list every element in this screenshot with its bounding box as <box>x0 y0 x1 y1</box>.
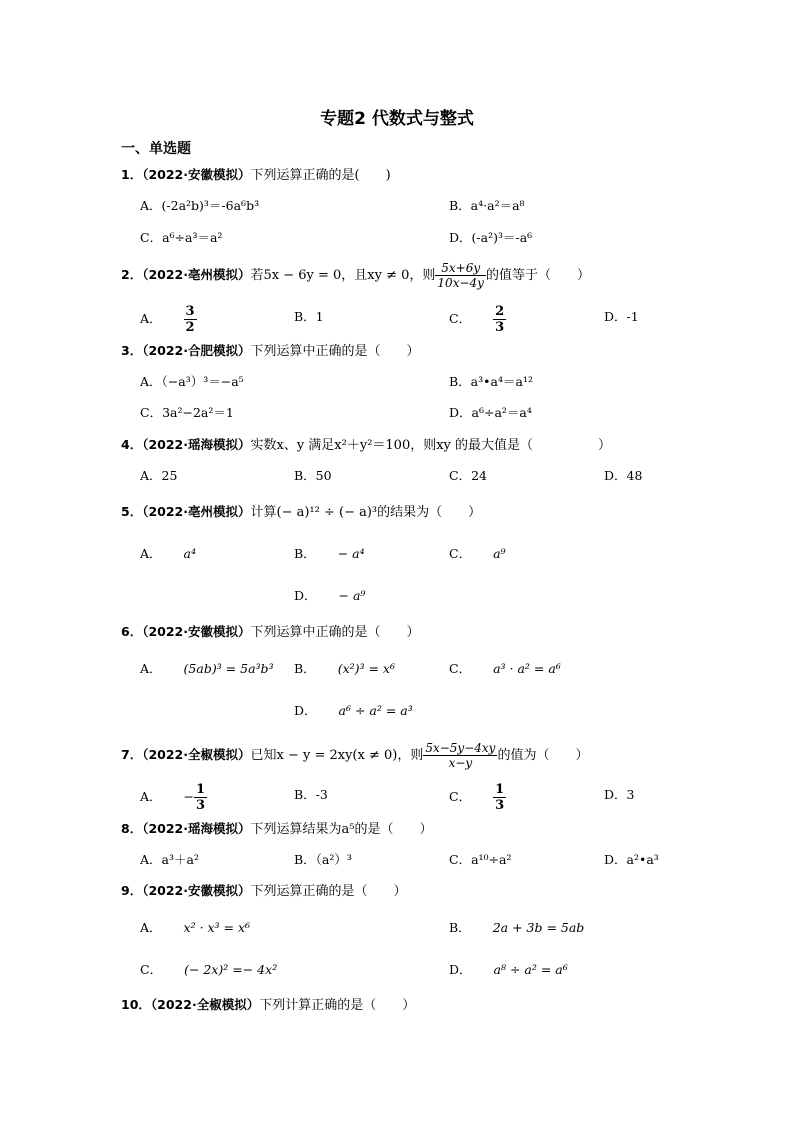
question-7 <box>121 742 588 769</box>
option-b[interactable]: B． (x²)³ = x⁶ <box>294 661 395 676</box>
question-text: 下列运算中正确的是（ ） <box>250 344 420 359</box>
question-number: 6． <box>121 624 143 639</box>
question-text: 已知x − y = 2xy(x ≠ 0)，则 <box>250 748 424 763</box>
question-5 <box>121 503 481 522</box>
option-d[interactable]: D． − a⁹ <box>294 588 366 603</box>
option-b[interactable]: B．50 <box>294 468 332 483</box>
option-b[interactable]: B．1 <box>294 309 324 324</box>
question-source: （2022·亳州模拟） <box>142 504 251 519</box>
question-source: （2022·全椒模拟） <box>150 997 260 1012</box>
question-source: （2022·全椒模拟） <box>142 747 251 762</box>
question-number: 7． <box>121 747 143 762</box>
option-c[interactable]: C．24 <box>449 468 487 483</box>
fraction: $\frac{1}{3}$ <box>196 782 206 813</box>
fraction: $\frac{3}{2}$ <box>185 304 195 335</box>
document-title: 专题2 代数式与整式 <box>320 109 474 129</box>
question-text: 下列运算正确的是（ ） <box>250 884 407 899</box>
option-b[interactable]: B．a³•a⁴＝a¹² <box>449 374 533 389</box>
question-source: （2022·瑶海模拟） <box>142 437 251 452</box>
option-d[interactable]: D．3 <box>604 787 635 802</box>
question-source: （2022·安徽模拟） <box>142 624 251 639</box>
option-c[interactable]: C．a¹⁰÷a² <box>449 852 512 867</box>
question-text-end: 的值等于（ ） <box>485 268 590 283</box>
question-number: 3． <box>121 343 143 358</box>
question-text: 下列运算中正确的是（ ） <box>250 625 420 640</box>
question-number: 9． <box>121 883 143 898</box>
question-text-end: 的值为（ ） <box>497 748 589 763</box>
question-source: （2022·合肥模拟） <box>142 343 251 358</box>
question-text: 下列运算正确的是( ) <box>250 168 391 183</box>
option-c[interactable]: C． $\frac{1}{3}$ <box>449 782 505 813</box>
option-a[interactable]: A． a⁴ <box>140 546 196 561</box>
option-d[interactable]: D．48 <box>604 468 643 483</box>
option-b[interactable]: B．-3 <box>294 787 328 802</box>
question-source: （2022·瑶海模拟） <box>142 821 251 836</box>
option-d[interactable]: D．a⁶÷a²＝a⁴ <box>449 405 532 420</box>
option-d[interactable]: D．(-a²)³＝-a⁶ <box>449 230 533 245</box>
question-2 <box>121 262 590 289</box>
option-c[interactable]: C．3a²−2a²＝1 <box>140 405 234 420</box>
option-c[interactable]: C． a³ · a² = a⁶ <box>449 661 561 676</box>
option-b[interactable]: B． 2a + 3b = 5ab <box>449 920 585 935</box>
option-b[interactable]: B．a⁴·a²＝a⁸ <box>449 198 525 213</box>
option-c[interactable]: C．a⁶÷a³＝a² <box>140 230 223 245</box>
section-heading: 一、单选题 <box>121 141 191 157</box>
question-9 <box>121 882 407 901</box>
option-d[interactable]: D．-1 <box>604 309 639 324</box>
question-text: 实数x、y 满足x²＋y²＝100，则xy 的最大值是（ ） <box>250 438 612 453</box>
question-3 <box>121 342 420 361</box>
option-d[interactable]: D．a²•a³ <box>604 852 659 867</box>
option-a[interactable]: A． − $\frac{1}{3}$ <box>140 782 206 813</box>
question-number: 5． <box>121 504 143 519</box>
question-text: 计算(− a)¹² ÷ (− a)³的结果为（ ） <box>250 505 482 520</box>
fraction: $\frac{1}{3}$ <box>495 782 505 813</box>
question-source: （2022·安徽模拟） <box>142 167 251 182</box>
option-a[interactable]: A．a³＋a² <box>140 852 199 867</box>
option-c[interactable]: C． a⁹ <box>449 546 506 561</box>
question-text: 下列计算正确的是（ ） <box>259 998 416 1013</box>
option-c[interactable]: C． (− 2x)² =− 4x² <box>140 962 278 977</box>
question-number: 1． <box>121 167 143 182</box>
question-fraction: $\frac{5x+6y}{10x-4y}$ <box>437 261 484 290</box>
question-10 <box>121 996 415 1015</box>
question-number: 4． <box>121 437 143 452</box>
option-a[interactable]: A． $\frac{3}{2}$ <box>140 304 195 335</box>
option-d[interactable]: D． a⁸ ÷ a² = a⁶ <box>449 962 568 977</box>
question-source: （2022·亳州模拟） <box>142 267 251 282</box>
option-d[interactable]: D． a⁶ ÷ a² = a³ <box>294 703 413 718</box>
option-a[interactable]: A． x² · x³ = x⁶ <box>140 920 251 935</box>
question-number: 8． <box>121 821 143 836</box>
question-1 <box>121 166 391 185</box>
option-c[interactable]: C． $\frac{2}{3}$ <box>449 304 505 335</box>
question-number: 10． <box>121 997 151 1012</box>
option-b[interactable]: B． − a⁴ <box>294 546 365 561</box>
option-a[interactable]: A． (5ab)³ = 5a³b³ <box>140 661 274 676</box>
question-fraction: $\frac{5x-5y-4xy}{x-y}$ <box>425 741 496 770</box>
question-source: （2022·安徽模拟） <box>142 883 251 898</box>
question-8 <box>121 820 432 839</box>
option-a[interactable]: A．(-2a²b)³＝-6a⁶b³ <box>140 198 260 213</box>
question-text: 若5x − 6y = 0，且xy ≠ 0，则 <box>250 268 436 283</box>
option-b[interactable]: B．（a²）³ <box>294 852 352 867</box>
option-a[interactable]: A．25 <box>140 468 178 483</box>
question-text: 下列运算结果为a⁵的是（ ） <box>250 822 433 837</box>
question-6 <box>121 623 420 642</box>
option-a[interactable]: A．（−a³）³＝−a⁵ <box>140 374 244 389</box>
question-4 <box>121 436 611 455</box>
question-number: 2． <box>121 267 143 282</box>
fraction: $\frac{2}{3}$ <box>495 304 505 335</box>
